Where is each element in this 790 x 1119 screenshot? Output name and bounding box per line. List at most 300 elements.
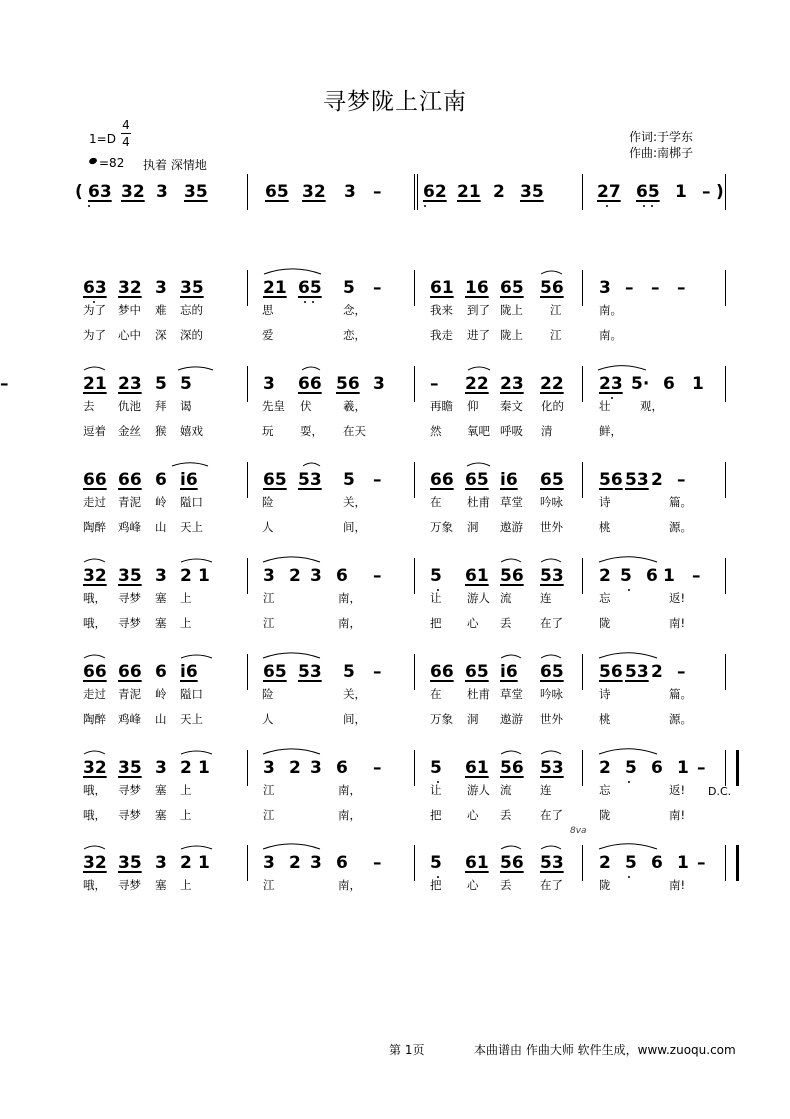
jianpu-note: 6: [651, 758, 663, 778]
jianpu-note: 5: [343, 662, 355, 682]
jianpu-note: 62: [423, 182, 447, 202]
jianpu-note: 53: [540, 758, 564, 778]
lyric-verse-1: 秦文: [500, 399, 523, 413]
jianpu-note: 23: [500, 374, 524, 394]
jianpu-note: –: [697, 853, 706, 873]
lyric-verse-2: 桃: [599, 712, 611, 726]
lyric-verse-2: 为了: [83, 328, 106, 342]
lyric-verse-2: 南!: [669, 808, 686, 822]
slur: [84, 559, 105, 562]
jianpu-note: –: [373, 470, 382, 490]
jianpu-note: –: [677, 470, 686, 490]
lyric-verse-2: 金丝: [118, 424, 141, 438]
lyric-verse-2: 逗着: [83, 424, 106, 438]
lyric-verse-1: 南，: [338, 783, 361, 797]
lyric-verse-2: 陇: [599, 616, 611, 630]
time-signature-top: 4: [122, 118, 130, 132]
slur: [501, 846, 521, 849]
lyric-verse-2: 洞: [467, 520, 479, 534]
jianpu-note: –: [697, 758, 706, 778]
jianpu-note: 5·: [631, 374, 650, 394]
slur: [541, 271, 562, 274]
jianpu-note: 1: [198, 853, 210, 873]
jianpu-note: 53: [298, 470, 322, 490]
lyric-verse-1: 游人: [467, 783, 490, 797]
lyric-verse-1: 杜甫: [467, 687, 490, 701]
slur: [599, 557, 657, 562]
lyric-verse-2: 心中: [118, 328, 141, 342]
jianpu-note: 65: [298, 278, 322, 298]
jianpu-note: 61: [465, 853, 489, 873]
lyric-verse-1: 关，: [343, 687, 366, 701]
lyric-verse-2: 世外: [540, 712, 563, 726]
lyric-verse-1: 关，: [343, 495, 366, 509]
slur: [501, 559, 521, 562]
jianpu-note: –: [373, 662, 382, 682]
lyric-verse-2: 南。: [599, 328, 622, 342]
slur: [84, 846, 105, 849]
jianpu-note: 32: [121, 182, 145, 202]
lyric-verse-2: 陇: [599, 808, 611, 822]
jianpu-note: –: [373, 566, 382, 586]
lyric-verse-1: 险: [262, 687, 274, 701]
jianpu-note: 2: [599, 853, 611, 873]
lyric-verse-1: 我来: [430, 303, 453, 317]
jianpu-note: 3: [310, 853, 322, 873]
lyric-verse-1: 化的: [541, 399, 564, 413]
slur: [172, 463, 208, 466]
jianpu-note: 1: [677, 758, 689, 778]
lyric-verse-1: 在: [430, 495, 442, 509]
jianpu-note: 2: [289, 853, 301, 873]
lyric-verse-1: 哦，: [83, 783, 106, 797]
lyric-verse-1: 伏: [300, 399, 312, 413]
lyric-verse-1: 草堂: [500, 687, 523, 701]
lyric-verse-1: 江: [263, 878, 275, 892]
lyric-verse-2: 江: [550, 328, 562, 342]
jianpu-note: 66: [83, 470, 107, 490]
slur: [468, 367, 490, 370]
lyric-verse-2: 把: [430, 808, 442, 822]
jianpu-note: 2: [289, 758, 301, 778]
jianpu-note: 22: [540, 374, 564, 394]
lyric-verse-2: 世外: [540, 520, 563, 534]
lyric-verse-1: 岭: [155, 495, 167, 509]
jianpu-note: 1: [198, 566, 210, 586]
lyric-verse-2: 哦，: [83, 808, 106, 822]
jianpu-note: 3: [155, 566, 167, 586]
lyric-verse-1: 吟咏: [540, 687, 563, 701]
jianpu-note: 1: [675, 182, 687, 202]
jianpu-note: 5: [430, 758, 442, 778]
lyric-verse-2: 丢: [500, 616, 512, 630]
jianpu-note: –: [625, 278, 634, 298]
lyric-verse-1: 忘的: [180, 303, 203, 317]
jianpu-note: 3: [156, 182, 168, 202]
jianpu-note: 61: [430, 278, 454, 298]
lyric-verse-1: 羲，: [343, 399, 366, 413]
lyric-verse-1: 梦中: [118, 303, 141, 317]
slur: [263, 844, 320, 849]
lyric-verse-2: 清: [541, 424, 553, 438]
lyric-verse-1: 草堂: [500, 495, 523, 509]
lyric-verse-1: 哦，: [83, 591, 106, 605]
ottava-mark: 8va: [570, 826, 587, 836]
lyric-verse-2: 爱: [262, 328, 274, 342]
jianpu-note: 3: [310, 758, 322, 778]
lyric-verse-2: 然: [430, 424, 442, 438]
jianpu-note: 21: [83, 374, 107, 394]
lyric-verse-1: 在了: [540, 878, 563, 892]
lyric-verse-1: 诗: [599, 495, 611, 509]
slur: [501, 751, 521, 754]
lyric-verse-2: 在天: [343, 424, 366, 438]
lyric-verse-2: 进了: [467, 328, 490, 342]
lyric-verse-1: 仰: [467, 399, 479, 413]
jianpu-note: 3: [263, 566, 275, 586]
jianpu-note: –: [373, 278, 382, 298]
lyric-verse-2: 山: [155, 712, 167, 726]
lyric-verse-1: 再瞻: [430, 399, 453, 413]
jianpu-note: 23: [118, 374, 142, 394]
jianpu-note: 3: [263, 853, 275, 873]
lyric-verse-2: 玩: [262, 424, 274, 438]
jianpu-note: –: [0, 374, 9, 394]
jianpu-note: 35: [118, 566, 142, 586]
slur: [599, 749, 657, 754]
lyric-verse-2: 氧吧: [467, 424, 490, 438]
jianpu-note: 66: [118, 470, 142, 490]
dc-mark: D.C.: [708, 785, 732, 798]
jianpu-note: 2: [599, 758, 611, 778]
lyric-verse-1: 拜: [155, 399, 167, 413]
lyric-verse-1: 隘口: [180, 687, 203, 701]
jianpu-note: i6: [180, 470, 198, 490]
jianpu-note: 5: [180, 374, 192, 394]
jianpu-note: 2: [180, 566, 192, 586]
jianpu-note: 2: [651, 470, 663, 490]
jianpu-note: 35: [118, 758, 142, 778]
lyricist: 作词:于学东: [629, 130, 694, 144]
lyric-verse-1: 返!: [669, 783, 686, 797]
jianpu-note: 65: [465, 662, 489, 682]
jianpu-note: –: [430, 374, 439, 394]
lyric-verse-1: 塞: [155, 591, 167, 605]
jianpu-note: 65: [540, 470, 564, 490]
lyric-verse-1: 流: [500, 783, 512, 797]
lyric-verse-1: 心: [467, 878, 479, 892]
jianpu-note: 53: [298, 662, 322, 682]
lyric-verse-2: 遨游: [500, 520, 523, 534]
jianpu-note: 1: [663, 566, 675, 586]
lyric-verse-2: 恋，: [343, 328, 366, 342]
page-number: 第 1页: [389, 1043, 425, 1057]
slur: [84, 655, 105, 658]
slur: [263, 653, 320, 658]
lyric-verse-1: 返!: [669, 591, 686, 605]
jianpu-note: –: [651, 278, 660, 298]
lyric-verse-1: 陇上: [500, 303, 523, 317]
lyric-verse-1: 在: [430, 687, 442, 701]
lyric-verse-1: 游人: [467, 591, 490, 605]
lyric-verse-1: 吟咏: [540, 495, 563, 509]
lyric-verse-2: 江: [263, 808, 275, 822]
intro-open-paren: (: [75, 182, 83, 202]
jianpu-note: 3: [155, 853, 167, 873]
slur: [598, 366, 646, 370]
lyric-verse-1: 塞: [155, 878, 167, 892]
slur: [541, 559, 561, 562]
page-title: 寻梦陇上江南: [323, 89, 467, 115]
lyric-verse-1: 篇。: [669, 687, 692, 701]
lyric-verse-2: 上: [180, 616, 192, 630]
lyric-verse-1: 隘口: [180, 495, 203, 509]
jianpu-note: 3: [344, 182, 356, 202]
jianpu-note: 66: [118, 662, 142, 682]
lyric-verse-1: 诗: [599, 687, 611, 701]
lyric-verse-2: 人: [262, 520, 274, 534]
lyric-verse-2: 陶醉: [83, 712, 106, 726]
lyric-verse-2: 耍，: [300, 424, 323, 438]
lyric-verse-2: 在了: [540, 808, 563, 822]
jianpu-note: –: [677, 278, 686, 298]
lyric-verse-1: 连: [540, 783, 552, 797]
jianpu-note: 53: [540, 566, 564, 586]
jianpu-note: 56: [540, 278, 564, 298]
lyric-verse-2: 南，: [338, 616, 361, 630]
jianpu-note: 32: [302, 182, 326, 202]
lyric-verse-1: 南!: [669, 878, 686, 892]
jianpu-note: 2: [180, 853, 192, 873]
jianpu-note: i6: [180, 662, 198, 682]
jianpu-note: 6: [336, 758, 348, 778]
lyric-verse-2: 心: [467, 808, 479, 822]
slur: [181, 846, 212, 849]
jianpu-note: –: [373, 853, 382, 873]
jianpu-note: 65: [265, 182, 289, 202]
jianpu-note: 6: [651, 853, 663, 873]
lyric-verse-2: 源。: [669, 712, 692, 726]
jianpu-note: 5: [343, 470, 355, 490]
lyric-verse-1: 谒: [180, 399, 192, 413]
time-signature-bottom: 4: [122, 135, 130, 149]
jianpu-note: 32: [83, 853, 107, 873]
jianpu-note: 5: [620, 566, 632, 586]
jianpu-note: 2: [651, 662, 663, 682]
jianpu-note: 1: [692, 374, 704, 394]
tempo: =82: [99, 156, 125, 170]
lyric-verse-1: 杜甫: [467, 495, 490, 509]
jianpu-note: 53: [625, 470, 649, 490]
jianpu-note: 3: [599, 278, 611, 298]
lyric-verse-2: 万象: [430, 712, 453, 726]
jianpu-note: 66: [430, 662, 454, 682]
lyric-verse-1: 观，: [640, 399, 663, 413]
jianpu-note: 5: [430, 853, 442, 873]
jianpu-note: 35: [184, 182, 208, 202]
jianpu-note: 21: [263, 278, 287, 298]
jianpu-note: 3: [263, 758, 275, 778]
jianpu-note: 6: [336, 566, 348, 586]
jianpu-note: 3: [373, 374, 385, 394]
jianpu-note: 3: [155, 278, 167, 298]
lyric-verse-1: 篇。: [669, 495, 692, 509]
lyric-verse-1: 去: [83, 399, 95, 413]
jianpu-note: 56: [336, 374, 360, 394]
lyric-verse-1: 流: [500, 591, 512, 605]
jianpu-note: 65: [263, 662, 287, 682]
jianpu-note: –: [702, 182, 711, 202]
lyric-verse-1: 寻梦: [118, 783, 141, 797]
lyric-verse-2: 把: [430, 616, 442, 630]
lyric-verse-1: 忘: [599, 783, 611, 797]
generator-credit: 本曲谱由 作曲大师 软件生成，www.zuoqu.com: [474, 1043, 736, 1057]
lyric-verse-1: 江: [263, 591, 275, 605]
jianpu-note: 66: [298, 374, 322, 394]
slur: [302, 367, 320, 370]
jianpu-note: 53: [625, 662, 649, 682]
jianpu-note: 66: [83, 662, 107, 682]
jianpu-note: i6: [500, 662, 518, 682]
lyric-verse-1: 岭: [155, 687, 167, 701]
jianpu-note: i6: [500, 470, 518, 490]
jianpu-note: 23: [599, 374, 623, 394]
jianpu-note: 65: [465, 470, 489, 490]
lyric-verse-1: 寻梦: [118, 878, 141, 892]
jianpu-note: 16: [465, 278, 489, 298]
jianpu-note: 22: [465, 374, 489, 394]
slur: [303, 463, 320, 466]
jianpu-note: 5: [430, 566, 442, 586]
jianpu-note: 66: [430, 470, 454, 490]
jianpu-note: 32: [83, 758, 107, 778]
lyric-verse-1: 让: [430, 591, 442, 605]
jianpu-note: 3: [155, 758, 167, 778]
lyric-verse-1: 让: [430, 783, 442, 797]
jianpu-note: 6: [663, 374, 675, 394]
lyric-verse-2: 呼吸: [500, 424, 523, 438]
jianpu-note: 1: [677, 853, 689, 873]
lyric-verse-1: 上: [180, 591, 192, 605]
lyric-verse-1: 上: [180, 783, 192, 797]
jianpu-note: 6: [155, 662, 167, 682]
lyric-verse-2: 深: [155, 328, 167, 342]
slur: [501, 655, 521, 658]
lyric-verse-2: 源。: [669, 520, 692, 534]
slur: [181, 559, 212, 562]
jianpu-note: 65: [540, 662, 564, 682]
lyric-verse-1: 南。: [599, 303, 622, 317]
lyric-verse-2: 陶醉: [83, 520, 106, 534]
jianpu-note: 56: [599, 470, 623, 490]
lyric-verse-1: 连: [540, 591, 552, 605]
lyric-verse-1: 壮: [599, 399, 611, 413]
lyric-verse-1: 忘: [599, 591, 611, 605]
slur: [541, 655, 561, 658]
jianpu-note: –: [692, 566, 701, 586]
lyric-verse-2: 丢: [500, 808, 512, 822]
lyric-verse-1: 南，: [338, 878, 361, 892]
jianpu-note: 61: [465, 758, 489, 778]
lyric-verse-1: 为了: [83, 303, 106, 317]
slur: [181, 751, 212, 754]
jianpu-note: 3: [310, 566, 322, 586]
slur: [264, 269, 321, 274]
lyric-verse-2: 间，: [343, 712, 366, 726]
jianpu-note: 35: [118, 853, 142, 873]
jianpu-note: 5: [625, 853, 637, 873]
slur: [599, 653, 657, 658]
lyric-verse-2: 南，: [338, 808, 361, 822]
jianpu-note: 35: [520, 182, 544, 202]
lyric-verse-2: 上: [180, 808, 192, 822]
jianpu-note: 2: [180, 758, 192, 778]
lyric-verse-2: 江: [263, 616, 275, 630]
lyric-verse-2: 深的: [180, 328, 203, 342]
jianpu-note: –: [677, 662, 686, 682]
lyric-verse-2: 天上: [180, 520, 203, 534]
jianpu-note: 65: [500, 278, 524, 298]
lyric-verse-1: 青泥: [118, 687, 141, 701]
expression-mark: 执着 深情地: [143, 158, 207, 172]
jianpu-note: 27: [597, 182, 621, 202]
lyric-verse-1: 哦，: [83, 878, 106, 892]
jianpu-note: 63: [88, 182, 112, 202]
lyric-verse-2: 遨游: [500, 712, 523, 726]
jianpu-note: 5: [343, 278, 355, 298]
lyric-verse-2: 心: [467, 616, 479, 630]
jianpu-note: 65: [263, 470, 287, 490]
jianpu-note: 53: [540, 853, 564, 873]
lyric-verse-2: 鸡峰: [118, 520, 141, 534]
lyric-verse-1: 丢: [500, 878, 512, 892]
slur: [467, 463, 490, 466]
jianpu-note: 6: [155, 470, 167, 490]
jianpu-note: 61: [465, 566, 489, 586]
lyric-verse-1: 走过: [83, 687, 106, 701]
jianpu-note: 5: [625, 758, 637, 778]
lyric-verse-2: 在了: [540, 616, 563, 630]
lyric-verse-2: 猴: [155, 424, 167, 438]
lyric-verse-2: 鸡峰: [118, 712, 141, 726]
lyric-verse-1: 陇: [599, 878, 611, 892]
key-signature: 1=D: [89, 132, 116, 146]
lyric-verse-1: 走过: [83, 495, 106, 509]
slur: [541, 846, 561, 849]
lyric-verse-2: 寻梦: [118, 808, 141, 822]
slur: [263, 749, 320, 754]
lyric-verse-2: 哦，: [83, 616, 106, 630]
jianpu-note: 65: [636, 182, 660, 202]
jianpu-note: –: [373, 182, 382, 202]
slur: [263, 557, 320, 562]
jianpu-note: 6: [336, 853, 348, 873]
slur: [178, 367, 213, 370]
jianpu-note: 6: [646, 566, 658, 586]
lyric-verse-1: 江: [550, 303, 562, 317]
lyric-verse-1: 难: [155, 303, 167, 317]
lyric-verse-2: 南!: [669, 616, 686, 630]
jianpu-note: 3: [263, 374, 275, 394]
lyric-verse-2: 洞: [467, 712, 479, 726]
lyric-verse-1: 寻梦: [118, 591, 141, 605]
jianpu-note: 56: [599, 662, 623, 682]
lyric-verse-1: 上: [180, 878, 192, 892]
lyric-verse-1: 江: [263, 783, 275, 797]
jianpu-note: 56: [500, 566, 524, 586]
jianpu-note: 5: [155, 374, 167, 394]
composer: 作曲:南梆子: [629, 146, 694, 160]
